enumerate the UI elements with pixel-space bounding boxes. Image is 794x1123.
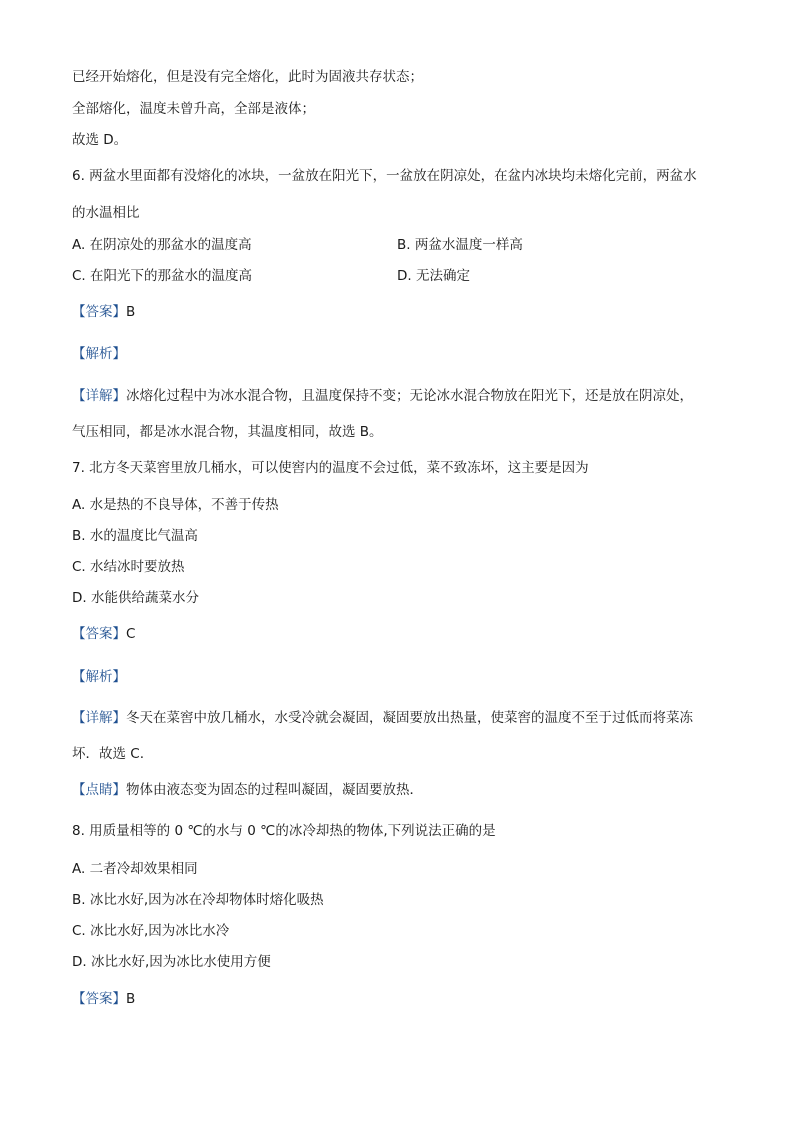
q8-option-c: C. 冰比水好,因为冰比水冷 — [72, 923, 230, 939]
answer-tag: 【答案】 — [72, 626, 126, 642]
analysis-tag: 【解析】 — [72, 346, 126, 362]
intro-line-2: 全部熔化，温度未曾升高，全部是液体； — [72, 101, 315, 117]
q6-analysis — [72, 345, 126, 363]
answer-tag: 【答案】 — [72, 991, 126, 1007]
q6-detail-line-1 — [72, 387, 693, 405]
answer-value: B — [126, 304, 136, 320]
q8-stem: 8. 用质量相等的 0 ℃的水与 0 ℃的冰冷却热的物体,下列说法正确的是 — [72, 823, 496, 839]
q7-analysis — [72, 668, 126, 686]
q8-option-d: D. 冰比水好,因为冰比水使用方便 — [72, 954, 271, 970]
q7-point — [72, 781, 423, 799]
q8-option-b: B. 冰比水好,因为冰在冷却物体时熔化吸热 — [72, 892, 324, 908]
detail-tag: 【详解】 — [72, 388, 126, 404]
detail-text: 冬天在菜窖中放几桶水，水受冷就会凝固，凝固要放出热量，使菜窖的温度不至于过低而将菜冻 — [126, 710, 693, 726]
point-tag: 【点睛】 — [72, 782, 126, 798]
q7-option-a: A. 水是热的不良导体，不善于传热 — [72, 497, 279, 513]
q7-detail-line-1 — [72, 709, 693, 727]
answer-value: C — [126, 626, 136, 642]
q6-detail-line-2: 气压相同，都是冰水混合物，其温度相同，故选 B。 — [72, 424, 383, 440]
q8-option-a: A. 二者冷却效果相同 — [72, 861, 198, 877]
q7-option-d: D. 水能供给蔬菜水分 — [72, 590, 199, 606]
analysis-tag: 【解析】 — [72, 669, 126, 685]
q6-stem-line-2: 的水温相比 — [72, 205, 140, 221]
answer-tag: 【答案】 — [72, 304, 126, 320]
q7-stem: 7. 北方冬天菜窖里放几桶水，可以使窖内的温度不会过低，菜不致冻坏，这主要是因为 — [72, 460, 589, 476]
q6-option-b: B. 两盆水温度一样高 — [397, 237, 523, 253]
intro-line-1: 已经开始熔化，但是没有完全熔化，此时为固液共存状态； — [72, 69, 423, 85]
detail-text: 冰熔化过程中为冰水混合物，且温度保持不变；无论冰水混合物放在阳光下，还是放在阴凉处， — [126, 388, 693, 404]
q6-option-a: A. 在阴凉处的那盆水的温度高 — [72, 237, 252, 253]
detail-tag: 【详解】 — [72, 710, 126, 726]
answer-value: B — [126, 991, 136, 1007]
q7-answer — [72, 625, 135, 643]
q7-detail-line-2: 坏．故选 C. — [72, 746, 145, 762]
q6-answer — [72, 303, 135, 321]
q6-option-d: D. 无法确定 — [397, 268, 470, 284]
intro-line-3: 故选 D。 — [72, 132, 128, 148]
q7-option-b: B. 水的温度比气温高 — [72, 528, 198, 544]
q7-option-c: C. 水结冰时要放热 — [72, 559, 185, 575]
q8-answer — [72, 990, 135, 1008]
q6-option-c: C. 在阳光下的那盆水的温度高 — [72, 268, 253, 284]
q6-stem-line-1: 6. 两盆水里面都有没熔化的冰块，一盆放在阳光下，一盆放在阴凉处，在盆内冰块均未熔化完前，两盆水 — [72, 168, 697, 184]
point-text: 物体由液态变为固态的过程叫凝固，凝固要放热． — [126, 782, 423, 798]
